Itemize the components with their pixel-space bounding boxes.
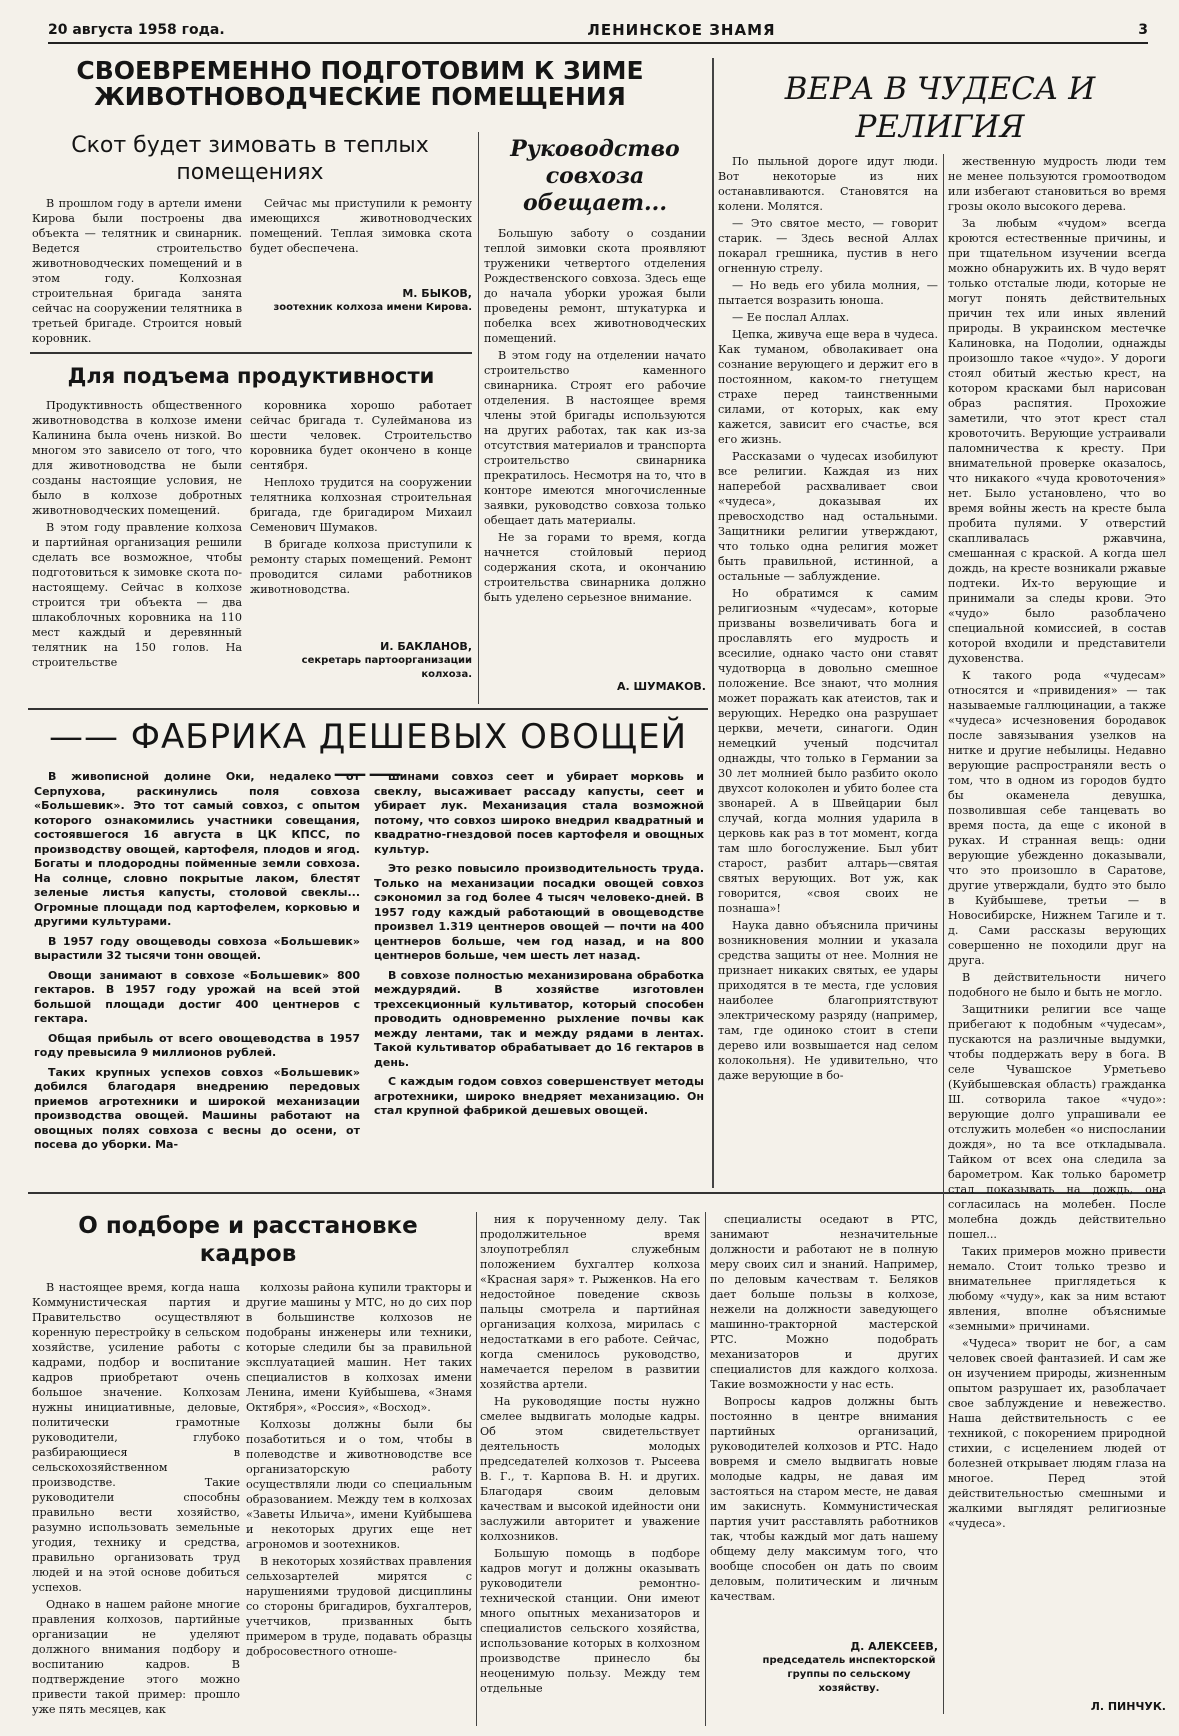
- paragraph: Рассказами о чудесах изобилуют все религии. Каждая из них наперебой расхваливает свои «чудеса», доказывая их превосходство над остальными. Защитники религии утверждают, что только одна религия может быть правильной, истинной, а остальные — заблуждение.: [718, 450, 938, 583]
- paragraph: Но обратимся к самим религиозным «чудесам», которые призваны возвеличивать бога и прославлять его мудрость и всесилие, однако часто они ставят чудотворца в довольно смешное положение. Все знают, что молния может поражать как атеистов, так и верующих. Нередко она разрушает церкви, мечети, синагоги. Один немецкий ученый подсчитал однажды, что только в Германии за 30 лет молнией было разбито около двухсот колоколен и убито более ста звонарей. А в Швейцарии был случай, когда молния ударила в церковь как раз в тот момент, когда там шло богослужение. Был убит старост, разбит алтарь—святая святых верующих. Вот уж, как говорится, «своя своих не познаша»!: [718, 587, 938, 915]
- paragraph: Таких крупных успехов совхоз «Большевик» добился благодаря внедрению передовых приемов агротехники и широкой механизации производства овощей. Машины работают на овощных полях совхоза с весны до осени, от посева до уборки. Ма-: [34, 1065, 360, 1151]
- paragraph: Цепка, живуча еще вера в чудеса. Как туманом, обволакивает она сознание верующего и держит его в постоянном, каком-то гнетущем страхе перед таинственными силами, от которых, как ему кажется, зависит его счастье, вся его жизнь.: [718, 328, 938, 446]
- paragraph: В некоторых хозяйствах правления сельхозартелей мирятся с нарушениями трудовой дисциплины со стороны бригадиров, бухгалтеров, учетчиков, призванных быть примером в труде, подавать образцы добросовестного отноше-: [246, 1555, 472, 1658]
- column-rule: [943, 154, 944, 1714]
- paragraph: В этом году на отделении начато строительство каменного свинарника. Строят его рабочие отделения. В настоящее время члены этой бригады используются на других работах, так как из-за отсутствия материалов и транспорта строительство свинарника прекратилось. Несмотря на то, что в конторе имеются многочисленные заявки, руководство совхоза только обещает дать материалы.: [484, 349, 706, 527]
- article5-col2: [948, 154, 1166, 1694]
- article2-col1: [32, 398, 242, 696]
- article6-title: О подборе и расстановке кадров: [78, 1213, 418, 1267]
- column-rule: [478, 132, 479, 704]
- article2-top-rule: [30, 352, 472, 354]
- title-dash: ——: [333, 752, 403, 793]
- article3-title: Руководство совхоза обещает...: [510, 136, 680, 216]
- article5-col1: [718, 154, 938, 1188]
- paragraph: В настоящее время, когда наша Коммунистическая партия и Правительство осуществляют коренную перестройку в сельском хозяйстве, усиление работы с кадрами, подбор и воспитание кадров приобретают очень большое значение. Колхозам нужны инициативные, деловые, политически грамотные руководители, глубоко разбирающиеся в сельскохозяйственном производстве. Такие руководители способны правильно вести хозяйство, разумно использовать земельные угодия, технику и средства, правильно организовать труд людей и на этой основе добиться успехов.: [32, 1281, 240, 1594]
- paragraph: жественную мудрость люди тем не менее пользуются громоотводом или избегают становиться во время грозы около высокого дерева.: [948, 155, 1166, 213]
- article4-top-rule: [28, 708, 708, 710]
- section-headline: СВОЕВРЕМЕННО ПОДГОТОВИМ К ЗИМЕ ЖИВОТНОВОДЧЕСКИЕ ПОМЕЩЕНИЯ: [76, 56, 644, 112]
- paragraph: Вопросы кадров должны быть постоянно в центре внимания партийных организаций, руководителей колхозов и РТС. Надо вовремя и смело выдвигать новые молодые кадры, не давая им застояться на старом месте, не давая им закиснуть. Коммунистическая партия учит расставлять работников так, чтобы каждый мог дать нашему общему делу максимум того, что вообще способен он дать по своим деловым, политическим и личным качествам.: [710, 1395, 938, 1603]
- article2-title: Для подъема продуктивности: [67, 364, 435, 388]
- paragraph: По пыльной дороге идут люди. Вот некоторые из них останавливаются. Становятся на колени. Молятся.: [718, 155, 938, 213]
- paragraph: В живописной долине Оки, недалеко от Серпухова, раскинулись поля совхоза «Большевик». Это тот самый совхоз, с опытом которого ознакомились участники совещания, состоявшегося 16 августа в ЦК КПСС, по производству овощей, картофеля, плодов и ягод. Богаты и плодородны пойменные земли совхоза. На солнце, словно покрытые лаком, блестят зеленые листья капусты, столовой свеклы... Огромные площади под картофелем, корковью и другими культурами.: [34, 770, 360, 928]
- article4-title: —— ФАБРИКА ДЕШЕВЫХ ОВОЩЕЙ ——: [48, 717, 688, 793]
- paragraph: За любым «чудом» всегда кроются естественные причины, и при тщательном изучении всегда можно обнаружить их. В чудо верят только отсталые люди, которые не могут понять действительных причин тех или иных явлений природы. В украинском местечке Калиновка, на Подолии, однажды произошло такое «чудо». У дороги стоял обитый жестью крест, на котором красками был нарисован образ распятия. Прохожие заметили, что этот крест стал кровоточить. Верующие устраивали паломничества к кресту. При внимательной проверке оказалось, что никакого «чуда кровоточения» нет. Было установлено, что во время войны жесть на кресте была пробита пулями. У отверстий скапливалась ржавчина, смешанная с краской. А когда шел дождь, на кресте возникали ржавые подтеки. Их-то верующие и принимали за следы крови. Это «чудо» было разоблачено специальной комиссией, в состав которой входили и представители духовенства.: [948, 217, 1166, 665]
- page-number: 3: [1138, 22, 1148, 38]
- paragraph: Это резко повысило производительность труда. Только на механизации посадки овощей совхоз сэкономил за год более 4 тысяч человеко-дней. В 1957 году каждый работающий в овощеводстве произвел 1.319 центнеров овощей — почти на 400 центнеров больше, чем год назад, и на 800 центнеров больше, чем шесть лет назад.: [374, 862, 704, 962]
- article1-signature: М. БЫКОВ, зоотехник колхоза имени Кирова.: [273, 287, 472, 313]
- paragraph: Таких примеров можно привести немало. Стоит только трезво и внимательнее приглядеться к любому «чуду», как за ним встают явления, вполне объяснимые «земными» причинами.: [948, 1245, 1166, 1333]
- paragraph: — Это святое место, — говорит старик. — Здесь весной Аллах покарал грешника, пустив в него огненную стрелу.: [718, 217, 938, 275]
- article6-signature: Д. АЛЕКСЕЕВ, председатель инспекторской группы по сельскому хозяйству.: [762, 1640, 938, 1694]
- paragraph: коровника хорошо работает сейчас бригада т. Сулейманова из шести человек. Строительство коровника будет окончено в конце сентября.: [250, 399, 472, 472]
- article4-col2: [374, 770, 704, 1180]
- column-rule: [476, 1212, 477, 1726]
- paragraph: Большую помощь в подборе кадров могут и должны оказывать руководители ремонтно-технической станции. Они имеют много опытных механизаторов и специалистов сельского хозяйства, использование которых в колхозном производстве принесло бы неоценимую пользу. Между тем отдельные: [480, 1547, 700, 1695]
- paragraph: В этом году правление колхоза и партийная организация решили сделать все возможное, чтобы подготовиться к зимовке скота по-настоящему. Сейчас в колхозе строится три объекта — два шлакоблочных коровника на 110 мест каждый и деревянный телятник на 150 голов. На строительстве: [32, 521, 242, 669]
- paragraph: На руководящие посты нужно смелее выдвигать молодые кадры. Об этом свидетельствует деятельность молодых председателей колхозов т. Рысеева В. Г., т. Карпова В. Н. и других. Благодаря своим деловым качествам и высокой идейности они заслужили авторитет и уважение колхозников.: [480, 1395, 700, 1543]
- article3-signature: А. ШУМАКОВ.: [617, 680, 706, 693]
- article2-col2: [250, 398, 472, 628]
- paragraph: специалисты оседают в РТС, занимают незначительные должности и работают не в полную меру своих сил и знаний. Например, по деловым качествам т. Беляков дает больше пользы в колхозе, нежели на должности заведующего машинно-тракторной мастерской РТС. Можно подобрать механизаторов и других специалистов для каждого колхоза. Такие возможности у нас есть.: [710, 1213, 938, 1391]
- column-rule: [705, 1212, 706, 1726]
- paragraph: — Но ведь его убила молния, — пытается возразить юноша.: [718, 279, 938, 307]
- article4-col1: [34, 770, 360, 1180]
- paragraph: Продуктивность общественного животноводства в колхозе имени Калинина была очень низкой. Во многом это зависело от того, что для животноводства не были созданы настоящие условия, не было в колхозе добротных животноводческих помещений.: [32, 399, 242, 517]
- paragraph: «Чудеса» творит не бог, а сам человек своей фантазией. И сам же он изучением природы, жизненным опытом разрушает их, разоблачает свое заблуждение и невежество. Наша действительность с ее техникой, с покорением природной стихии, с исцелением людей от болезней открывает людям глаза на многое. Перед этой действительностью смешными и жалкими выглядят религиозные «чудеса».: [948, 1337, 1166, 1530]
- title-dash: ——: [48, 717, 131, 757]
- paragraph: Колхозы должны были бы позаботиться и о том, чтобы в полеводстве и животноводстве все организаторскую работу осуществляли люди со специальным образованием. Между тем в колхозах «Заветы Ильича», имени Куйбышева и некоторых других еще нет агрономов и зоотехников.: [246, 1418, 472, 1551]
- paragraph: Наука давно объяснила причины возникновения молнии и указала средства защиты от нее. Молния не признает никаких святых, ее удары приходятся в те места, где условия наиболее благоприятствуют электрическому разряду (например, там, где одиноко стоит в степи дерево или возвышается над селом колокольня). Не удивительно, что даже верующие в бо-: [718, 919, 938, 1082]
- issue-date: 20 августа 1958 года.: [48, 22, 225, 38]
- paragraph: Общая прибыль от всего овощеводства в 1957 году превысила 9 миллионов рублей.: [34, 1031, 360, 1059]
- paragraph: Защитники религии все чаще прибегают к подобным «чудесам», пускаются на различные выдумки, чтобы поддержать веру в бога. В селе Чувашское Урметьево (Куйбышевская область) гражданка Ш. сотворила такое «чудо»: верующие долго упрашивали ее отслужить молебен «о ниспослании дождя», но та все откладывала. Тайком от всех она следила за барометром. Как только барометр стал показывать на дождь, она согласилась на молебен. После молебна дождь действительно пошел...: [948, 1003, 1166, 1241]
- column-rule: [712, 58, 714, 1188]
- newspaper-name: ЛЕНИНСКОЕ ЗНАМЯ: [587, 21, 776, 39]
- masthead: [48, 18, 1148, 44]
- paragraph: В 1957 году овощеводы совхоза «Большевик» вырастили 32 тысячи тонн овощей.: [34, 934, 360, 962]
- paragraph: Однако в нашем районе многие правления колхозов, партийные организации не уделяют должного внимания подбору и воспитанию кадров. В подтверждение этого можно привести такой пример: прошло уже пять месяцев, как: [32, 1598, 240, 1716]
- paragraph: В совхозе полностью механизирована обработка междурядий. В хозяйстве изготовлен трехсекционный культиватор, который способен проводить одновременно рыхление почвы как между лентами, так и между рядами в лентах. Такой культиватор обрабатывает до 16 гектаров в день.: [374, 968, 704, 1069]
- paragraph: В бригаде колхоза приступили к ремонту старых помещений. Ремонт проводится силами работников животноводства.: [250, 538, 472, 596]
- paragraph: колхозы района купили тракторы и другие машины у МТС, но до сих пор в большинстве колхозов не подобраны инженеры или техники, которые следили бы за правильной эксплуатацией машин. Нет таких специалистов в колхозах имени Ленина, имени Куйбышева, «Знамя Октября», «Россия», «Восход».: [246, 1281, 472, 1414]
- paragraph: — Ее послал Аллах.: [732, 311, 850, 324]
- article5-signature: Л. ПИНЧУК.: [1090, 1700, 1166, 1713]
- paragraph: шинами совхоз сеет и убирает морковь и свеклу, высаживает рассаду капусты, сеет и убирает лук. Механизация стала возможной потому, что совхоз широко внедрил квадратный и квадратно-гнездовой посев картофеля и овощных культур.: [374, 770, 704, 856]
- article3-body: [484, 226, 706, 676]
- paragraph: Большую заботу о создании теплой зимовки скота проявляют труженики четвертого отделения Рождественского совхоза. Здесь еще до начала уборки урожая были проведены ремонт, штукатурка и побелка всех животноводческих помещений.: [484, 227, 706, 345]
- article6-col2: [246, 1280, 472, 1726]
- paragraph: В действительности ничего подобного не было и быть не могло.: [948, 971, 1166, 999]
- article6-col4: [710, 1212, 938, 1632]
- article2-signature: И. БАКЛАНОВ, секретарь партоорганизации колхоза.: [301, 640, 472, 680]
- paragraph: К такого рода «чудесам» относятся и «привидения» — так называемые галлюцинации, а также «чудеса» исчезновения бородавок после завязывания узелков на нитке и другие небылицы. Недавно верующие распространяли весть о том, что в одном из городов будто бы окаменела девушка, позволившая себе танцевать во время поста, да еще с иконой в руках. И странная вещь: одни верующие убежденно доказывали, что это произошло в Саратове, другие утверждали, будто это было в Куйбышеве, третьи — в Новосибирске, Нижнем Тагиле и т. д. Сами рассказы верующих совершенно не походили друг на друга.: [948, 669, 1166, 967]
- paragraph: ния к порученному делу. Так продолжительное время злоупотреблял служебным положением бухгалтер колхоза «Красная заря» т. Рыженков. На его недостойное поведение сквозь пальцы смотрела и партийная организация колхоза, мирилась с недостатками в его работе. Сейчас, когда сменилось руководство, намечается перелом в развитии хозяйства артели.: [480, 1213, 700, 1391]
- article1-col2: Сейчас мы приступили к ремонту имеющихся животноводческих помещений. Теплая зимовка скота будет обеспечена.: [250, 197, 472, 255]
- article6-col1: [32, 1280, 240, 1726]
- paragraph: Не за горами то время, когда начнется стойловый период содержания скота, и окончанию строительства свинарника должно быть уделено серьезное внимание.: [484, 531, 706, 604]
- paragraph: С каждым годом совхоз совершенствует методы агротехники, широко внедряет механизацию. Он стал крупной фабрикой дешевых овощей.: [374, 1075, 704, 1117]
- paragraph: Неплохо трудится на сооружении телятника колхозная строительная бригада, где бригадиром Михаил Семенович Шумаков.: [250, 476, 472, 534]
- article1-col1: В прошлом году в артели имени Кирова были построены два объекта — телятник и свинарник. Ведется строительство животноводческих помещений и в этом году. Колхозная строительная бригада занята сейчас на сооружении телятника в третьей бригаде. Строится новый коровник.: [32, 197, 242, 345]
- article1-title: Скот будет зимовать в теплых помещениях: [71, 133, 429, 185]
- paragraph: Овощи занимают в совхозе «Большевик» 800 гектаров. В 1957 году урожай на всей этой большой площади достиг 400 центнеров с гектара.: [34, 968, 360, 1025]
- article5-title: ВЕРА В ЧУДЕСА И РЕЛИГИЯ: [784, 71, 1096, 145]
- article6-col3: [480, 1212, 700, 1726]
